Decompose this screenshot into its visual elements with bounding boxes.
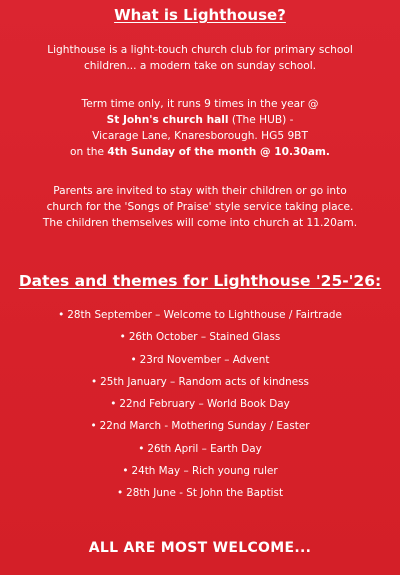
parents-line-3: The children themselves will come into church at 11.20am. bbox=[42, 217, 358, 229]
parents-paragraph bbox=[0, 183, 400, 231]
bullet-icon: • bbox=[138, 442, 145, 455]
venue-name: St John's church hall bbox=[106, 114, 229, 126]
intro-line-2: children... a modern take on sunday school. bbox=[83, 60, 317, 72]
date-text: 22nd March - Mothering Sunday / Easter bbox=[99, 420, 310, 433]
list-item bbox=[0, 376, 400, 398]
bullet-icon: • bbox=[91, 375, 98, 388]
date-text: 25th January – Random acts of kindness bbox=[100, 375, 309, 388]
intro-paragraph bbox=[0, 42, 400, 74]
list-item bbox=[0, 420, 400, 442]
schedule-when-line bbox=[0, 144, 400, 160]
date-text: 23rd November – Advent bbox=[139, 353, 270, 366]
list-item bbox=[0, 487, 400, 509]
bullet-icon: • bbox=[110, 398, 117, 411]
list-item bbox=[0, 354, 400, 376]
list-item bbox=[0, 309, 400, 331]
schedule-paragraph bbox=[0, 96, 400, 160]
bullet-icon: • bbox=[119, 331, 126, 344]
dates-heading: Dates and themes for Lighthouse '25-'26: bbox=[18, 272, 382, 290]
date-text: 26th October – Stained Glass bbox=[128, 331, 281, 344]
date-text: 26th April – Earth Day bbox=[147, 442, 262, 455]
schedule-venue-line bbox=[0, 112, 400, 128]
parents-line-1: Parents are invited to stay with their children or go into bbox=[53, 185, 347, 197]
venue-detail: (The HUB) - bbox=[228, 114, 294, 126]
bullet-icon: • bbox=[122, 465, 129, 478]
bullet-icon: • bbox=[90, 420, 97, 433]
welcome-footer: ALL ARE MOST WELCOME... bbox=[88, 540, 312, 556]
when-time: 4th Sunday of the month @ 10.30am. bbox=[107, 146, 330, 158]
intro-line-1: Lighthouse is a light-touch church club for primary school bbox=[47, 44, 353, 56]
date-text: 22nd February – World Book Day bbox=[119, 398, 290, 411]
schedule-address: Vicarage Lane, Knaresborough. HG5 9BT bbox=[92, 130, 308, 142]
bullet-icon: • bbox=[116, 487, 124, 500]
parents-line-2: church for the 'Songs of Praise' style service taking place. bbox=[46, 201, 354, 213]
schedule-line-1: Term time only, it runs 9 times in the year @ bbox=[81, 98, 319, 110]
bullet-icon: • bbox=[58, 309, 65, 321]
page-title: What is Lighthouse? bbox=[114, 6, 286, 24]
date-text: 24th May – Rich young ruler bbox=[131, 465, 278, 478]
dates-list bbox=[0, 309, 400, 510]
list-item bbox=[0, 443, 400, 465]
bullet-icon: • bbox=[130, 353, 137, 366]
list-item bbox=[0, 465, 400, 487]
date-text: 28th September – Welcome to Lighthouse / Fairtrade bbox=[67, 309, 342, 321]
when-prefix: on the bbox=[70, 146, 108, 158]
list-item bbox=[0, 398, 400, 420]
date-text: 28th June - St John the Baptist bbox=[126, 487, 284, 500]
list-item bbox=[0, 331, 400, 353]
